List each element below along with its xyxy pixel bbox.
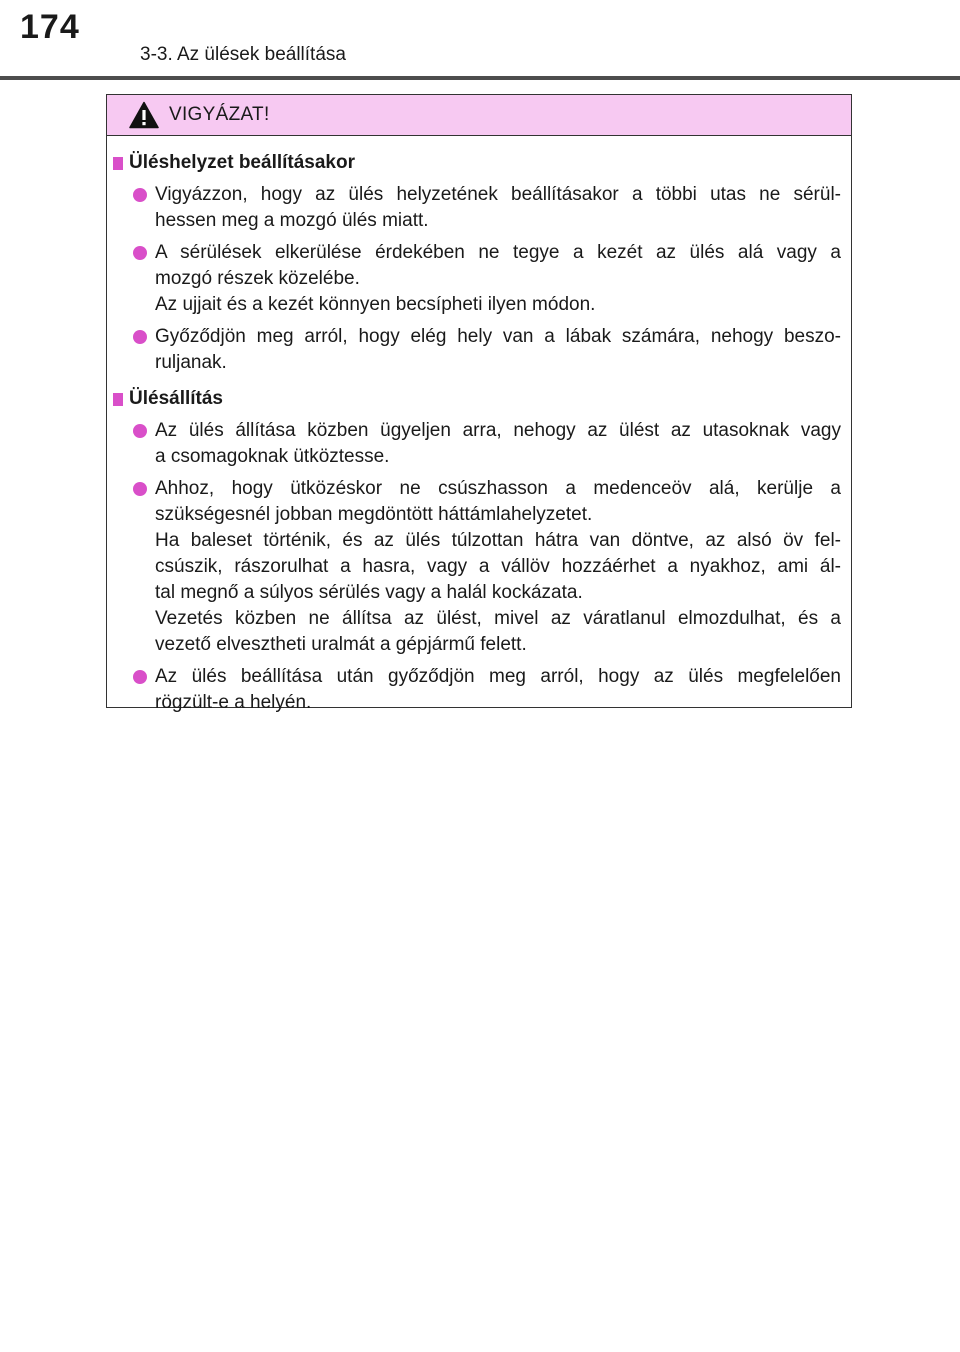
text-line: ruljanak. xyxy=(155,352,227,373)
warning-triangle-icon xyxy=(129,101,159,129)
list-item xyxy=(113,664,841,716)
text-line: Ha baleset történik, és az ülés túlzottan hátra van döntve, az alsó öv fel- xyxy=(155,530,841,551)
topic-heading xyxy=(113,386,841,412)
dot-bullet-icon xyxy=(133,482,147,496)
dot-bullet-icon xyxy=(133,246,147,260)
warning-label: VIGYÁZAT! xyxy=(169,104,270,125)
list-item xyxy=(113,324,841,376)
text-line: tal megnő a súlyos sérülés vagy a halál kockázata. xyxy=(155,582,583,603)
section-title: 3-3. Az ülések beállítása xyxy=(140,44,346,65)
text-line: a csomagoknak ütköztesse. xyxy=(155,446,390,467)
text-line: vezető elvesztheti uralmát a gépjármű felett. xyxy=(155,634,527,655)
dot-bullet-icon xyxy=(133,330,147,344)
text-line: hessen meg a mozgó ülés miatt. xyxy=(155,210,429,231)
warning-box xyxy=(106,94,852,713)
topic-seat-adjustment xyxy=(113,386,841,716)
topic-seat-position xyxy=(113,150,841,376)
text-line: rögzült-e a helyén. xyxy=(155,692,312,713)
text-line: A sérülések elkerülése érdekében ne tegye a kezét az ülés alá vagy a xyxy=(155,242,841,263)
text-line: Ahhoz, hogy ütközéskor ne csúszhasson a medenceöv alá, kerülje a xyxy=(155,478,841,499)
text-line: csúszik, rászorulhat a hasra, vagy a vállöv hozzáérhet a nyakhoz, ami ál- xyxy=(155,556,841,577)
warning-body xyxy=(107,136,851,716)
dot-bullet-icon xyxy=(133,670,147,684)
header-rule xyxy=(0,76,960,80)
text-line: szükségesnél jobban megdöntött háttámlahelyzetet. xyxy=(155,504,593,525)
topic-heading-text: Ülésállítás xyxy=(129,388,223,409)
list-item xyxy=(113,476,841,658)
page-number: 174 xyxy=(20,8,80,46)
list-item xyxy=(113,418,841,470)
topic-heading xyxy=(113,150,841,176)
topic-heading-text: Üléshelyzet beállításakor xyxy=(129,152,355,173)
warning-header xyxy=(107,95,851,136)
text-line: Győződjön meg arról, hogy elég hely van a lábak számára, nehogy beszo- xyxy=(155,326,841,347)
text-line: Az ujjait és a kezét könnyen becsípheti ilyen módon. xyxy=(155,294,596,315)
dot-bullet-icon xyxy=(133,188,147,202)
text-line: Az ülés állítása közben ügyeljen arra, nehogy az ülést az utasoknak vagy xyxy=(155,420,841,441)
text-line: Az ülés beállítása után győződjön meg arról, hogy az ülés megfelelően xyxy=(155,666,841,687)
square-bullet-icon xyxy=(113,393,123,406)
square-bullet-icon xyxy=(113,157,123,170)
text-line: Vezetés közben ne állítsa az ülést, mivel az váratlanul elmozdulhat, és a xyxy=(155,608,841,629)
dot-bullet-icon xyxy=(133,424,147,438)
text-line: mozgó részek közelébe. xyxy=(155,268,360,289)
list-item xyxy=(113,240,841,318)
text-line: Vigyázzon, hogy az ülés helyzetének beállításakor a többi utas ne sérül- xyxy=(155,184,841,205)
list-item xyxy=(113,182,841,234)
